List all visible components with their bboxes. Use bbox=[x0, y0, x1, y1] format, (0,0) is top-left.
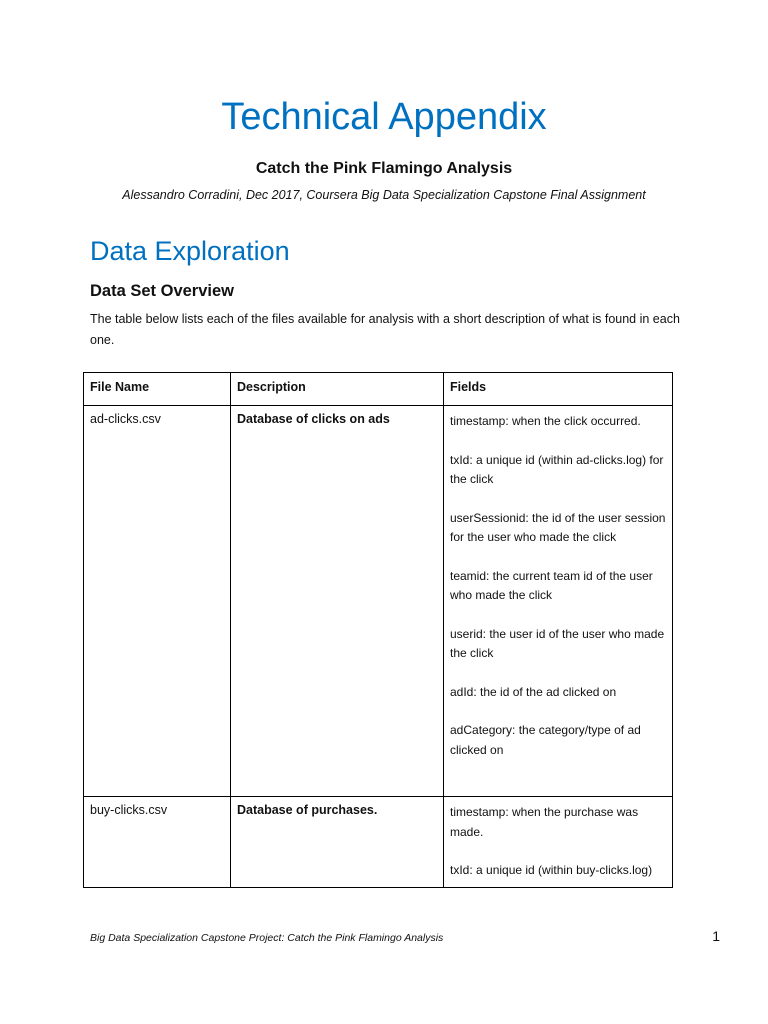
document-byline: Alessandro Corradini, Dec 2017, Coursera Big Data Specialization Capstone Final Assignment bbox=[122, 188, 646, 202]
field-item: timestamp: when the purchase was made. bbox=[450, 805, 639, 839]
fields-cell bbox=[444, 797, 673, 888]
field-item: adId: the id of the ad clicked on bbox=[450, 684, 617, 699]
table-header-row bbox=[84, 373, 673, 406]
field-item: userid: the user id of the user who made the click bbox=[450, 626, 665, 660]
document-title: Technical Appendix bbox=[221, 96, 547, 138]
page-number: 1 bbox=[712, 928, 720, 944]
section-heading: Data Exploration bbox=[90, 236, 290, 266]
file-name-cell: ad-clicks.csv bbox=[84, 406, 231, 797]
table-row bbox=[84, 406, 673, 797]
files-table bbox=[83, 372, 673, 888]
field-item: userSessionid: the id of the user session for the user who made the click bbox=[450, 510, 666, 544]
page-footer: Big Data Specialization Capstone Project: Catch the Pink Flamingo Analysis bbox=[90, 932, 444, 944]
fields-cell bbox=[444, 406, 673, 797]
description-cell: Database of purchases. bbox=[231, 797, 444, 888]
column-header-fields: Fields bbox=[444, 373, 673, 406]
section-subheading: Data Set Overview bbox=[90, 282, 234, 300]
table-row bbox=[84, 797, 673, 888]
description-cell: Database of clicks on ads bbox=[231, 406, 444, 797]
field-item: timestamp: when the click occurred. bbox=[450, 414, 641, 428]
section-intro: The table below lists each of the files available for analysis with a short description of what is found in each one. bbox=[90, 312, 680, 347]
field-item: adCategory: the category/type of ad clicked on bbox=[450, 723, 641, 757]
file-name-cell: buy-clicks.csv bbox=[84, 797, 231, 888]
field-item: teamid: the current team id of the user who made the click bbox=[450, 568, 653, 602]
document-subtitle: Catch the Pink Flamingo Analysis bbox=[255, 160, 513, 177]
field-item: txId: a unique id (within ad-clicks.log) for the click bbox=[450, 452, 664, 486]
column-header-file-name: File Name bbox=[84, 373, 231, 406]
field-item: txId: a unique id (within buy-clicks.log) bbox=[450, 863, 653, 877]
column-header-description: Description bbox=[231, 373, 444, 406]
